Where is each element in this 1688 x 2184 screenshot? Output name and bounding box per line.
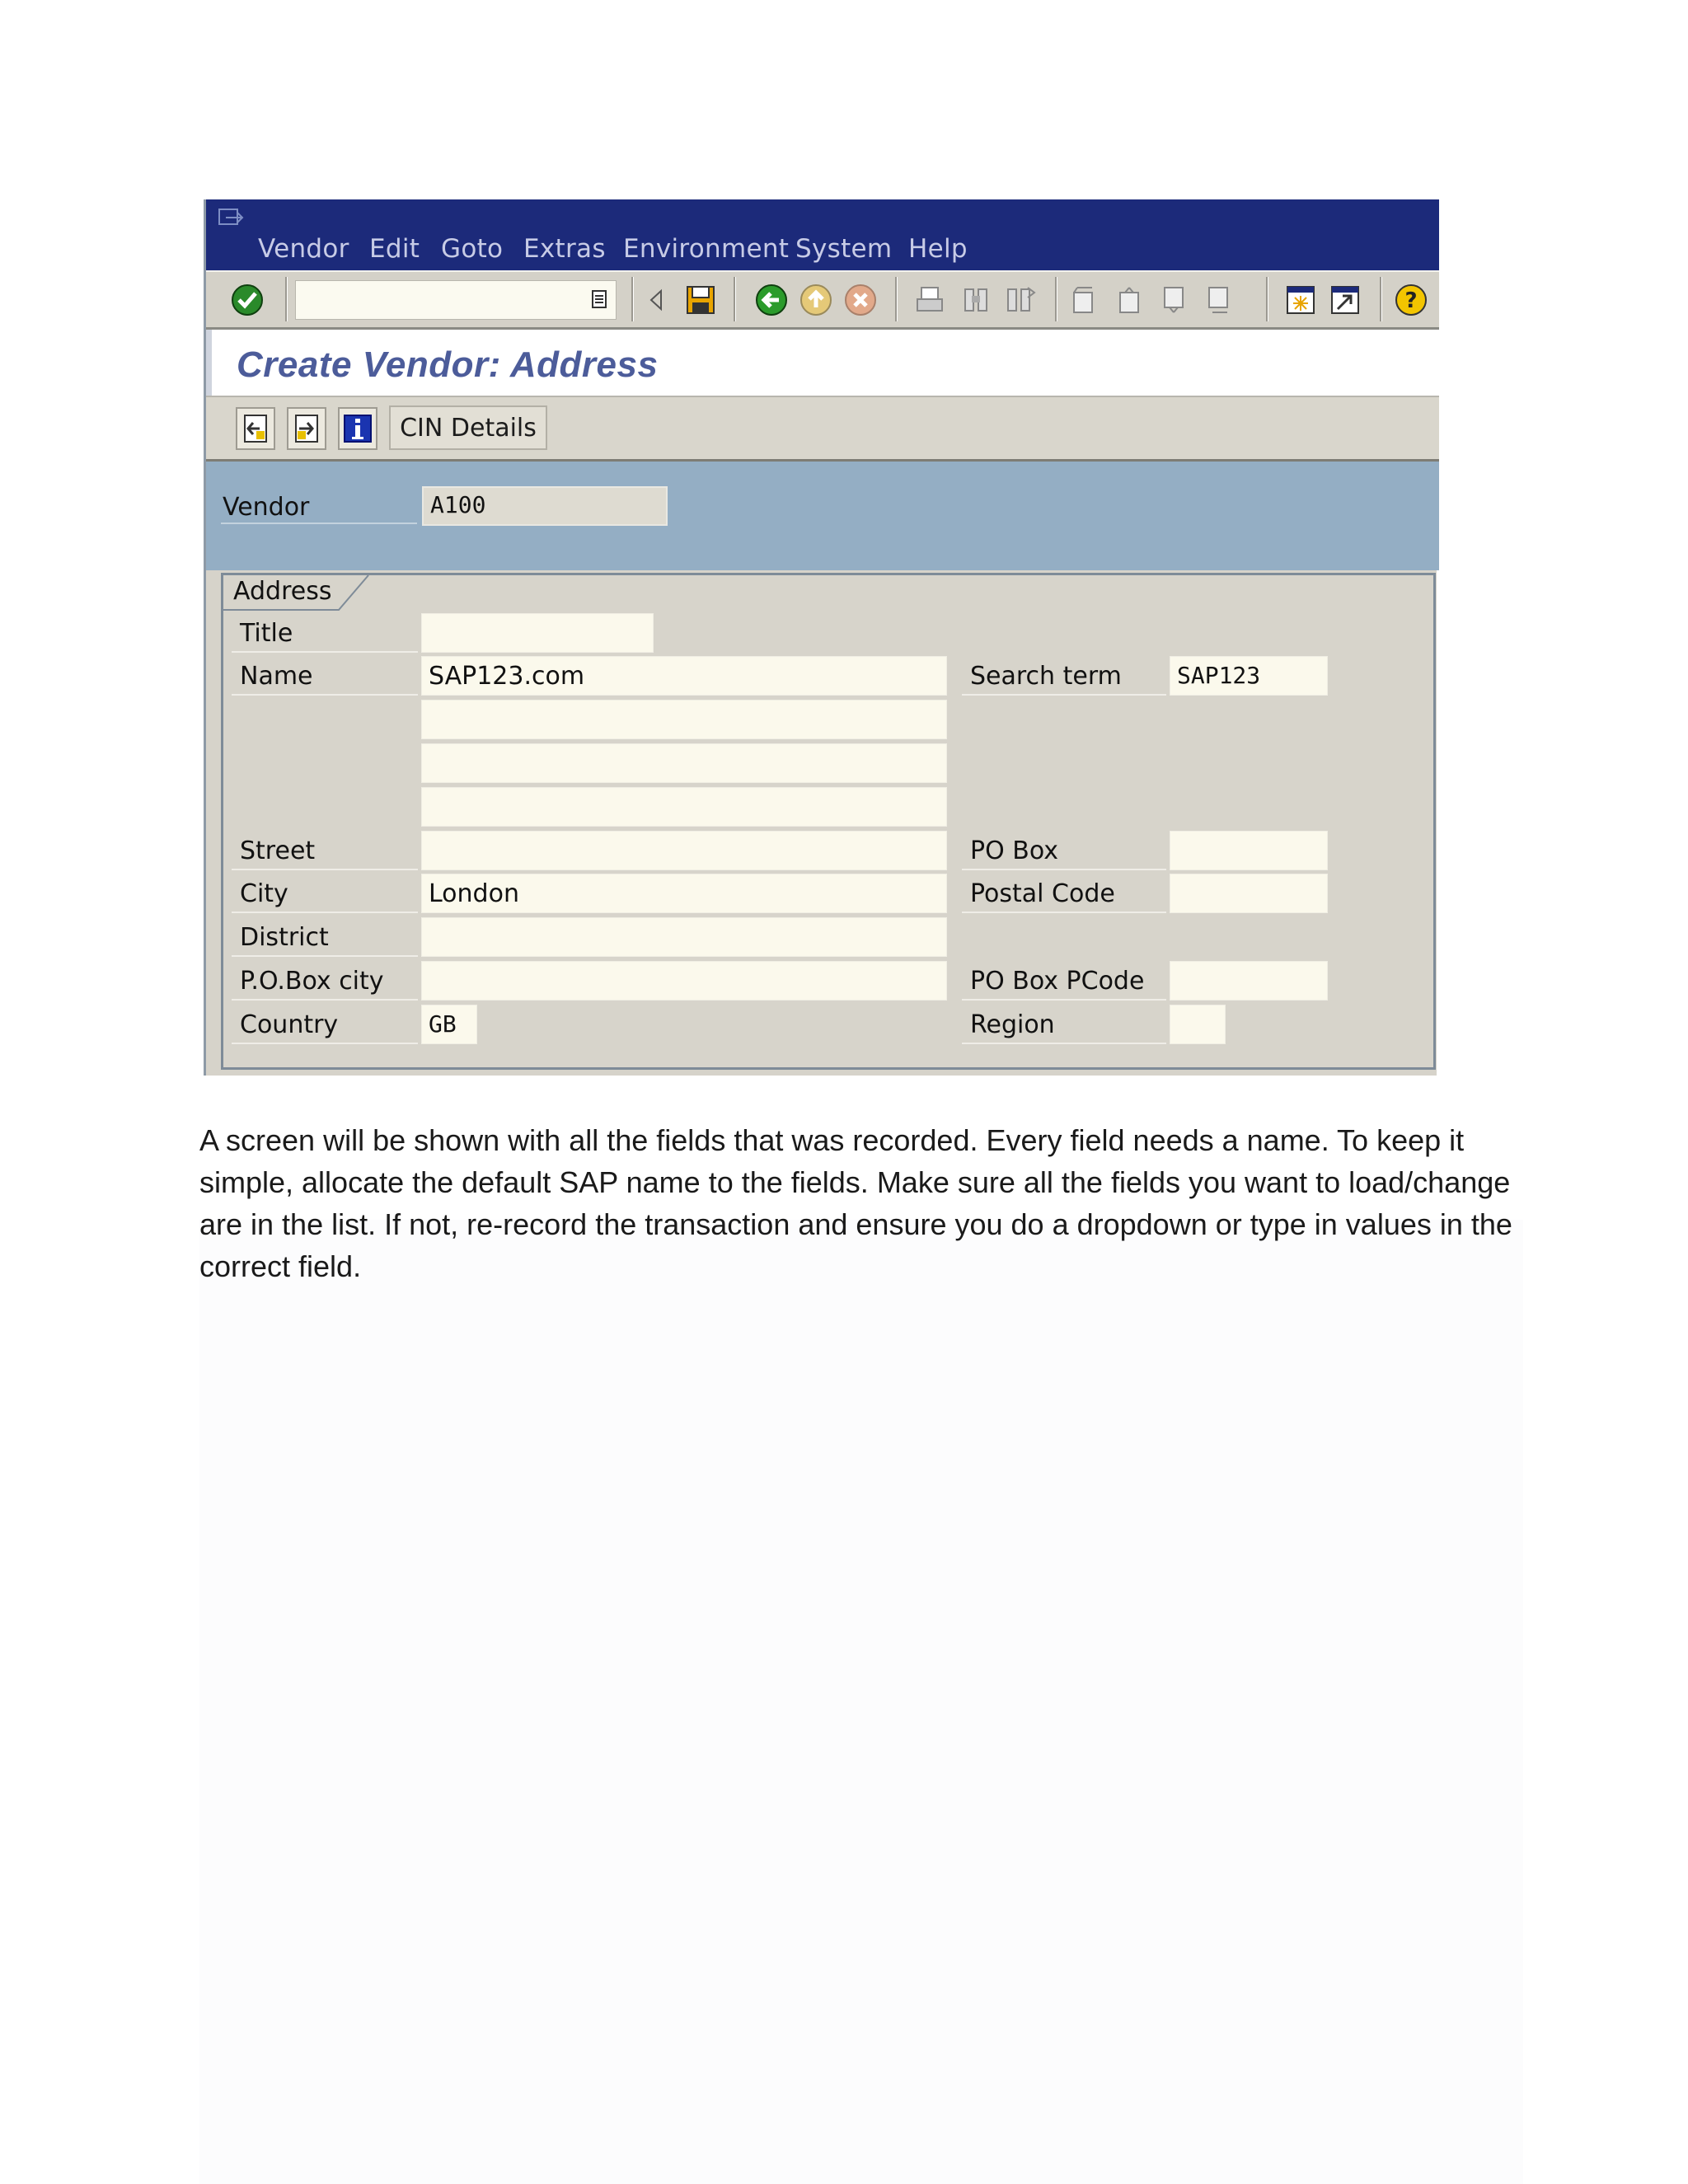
next-page-icon[interactable]	[1156, 282, 1192, 318]
address-group-tab	[223, 575, 347, 610]
previous-page-icon[interactable]	[1111, 282, 1147, 318]
next-screen-icon	[293, 413, 321, 444]
page-title: Create Vendor: Address	[237, 344, 659, 385]
pobox-city-field[interactable]	[421, 961, 947, 1001]
postal-code-label: Postal Code	[970, 879, 1115, 908]
name-label: Name	[240, 662, 313, 691]
standard-toolbar	[206, 270, 1439, 330]
application-toolbar	[206, 396, 1439, 462]
country-label: Country	[240, 1010, 339, 1039]
menu-vendor[interactable]: Vendor	[258, 234, 349, 264]
po-box-pcode-field[interactable]	[1170, 961, 1328, 1001]
name-2-field[interactable]	[421, 700, 947, 739]
command-field[interactable]	[295, 280, 617, 320]
menu-goto[interactable]: Goto	[441, 234, 504, 264]
menu-system[interactable]: System	[795, 234, 893, 264]
po-box-label: PO Box	[970, 837, 1059, 865]
save-icon[interactable]	[682, 282, 719, 318]
enter-check-icon[interactable]	[229, 282, 265, 318]
vendor-label: Vendor	[223, 493, 310, 522]
find-next-icon[interactable]	[1002, 282, 1039, 318]
pobox-city-label: P.O.Box city	[240, 967, 384, 996]
help-icon[interactable]	[1393, 282, 1429, 318]
create-session-icon[interactable]	[1282, 282, 1319, 318]
first-page-icon[interactable]	[1065, 282, 1101, 318]
next-screen-button[interactable]	[287, 407, 326, 450]
create-shortcut-icon[interactable]	[1327, 282, 1363, 318]
collapse-arrow-icon[interactable]	[638, 282, 674, 318]
title-bar	[206, 330, 1439, 396]
exit-icon[interactable]	[798, 282, 834, 318]
back-icon[interactable]	[753, 282, 790, 318]
caption-paragraph: A screen will be shown with all the fields that was recorded. Every field needs a name. To keep it simple, allocate the default SAP name to the fields. Make sure all the fields you want to load/change are in the list. If not, re-record the transaction and ensure you do a dropdown or type in values in the correct field.	[199, 1123, 1512, 1283]
cin-details-button[interactable]: CIN Details	[389, 405, 547, 450]
menu-help[interactable]: Help	[908, 234, 968, 264]
administrative-data-button[interactable]	[338, 407, 377, 450]
previous-screen-icon	[241, 413, 270, 444]
search-term-label: Search term	[970, 662, 1122, 691]
print-icon[interactable]	[912, 282, 948, 318]
previous-screen-button[interactable]	[236, 407, 275, 450]
last-page-icon[interactable]	[1200, 282, 1236, 318]
city-field[interactable]: London	[421, 874, 947, 913]
find-icon[interactable]	[958, 282, 994, 318]
postal-code-field[interactable]	[1170, 874, 1328, 913]
address-group-label: Address	[233, 577, 332, 606]
menu-extras[interactable]: Extras	[523, 234, 606, 264]
menu-environment[interactable]: Environment	[623, 234, 790, 264]
info-icon	[343, 414, 373, 443]
title-field[interactable]	[421, 613, 654, 653]
svg-text:?: ?	[1404, 288, 1418, 313]
po-box-pcode-label: PO Box PCode	[970, 967, 1145, 996]
menu-edit[interactable]: Edit	[369, 234, 420, 264]
city-label: City	[240, 879, 288, 908]
address-group	[221, 573, 1436, 1070]
name-3-field[interactable]	[421, 743, 947, 783]
district-label: District	[240, 923, 329, 952]
name-4-field[interactable]	[421, 787, 947, 827]
street-field[interactable]	[421, 831, 947, 870]
district-field[interactable]	[421, 917, 947, 957]
region-field[interactable]	[1170, 1005, 1226, 1044]
country-field[interactable]: GB	[421, 1005, 477, 1044]
search-term-field[interactable]: SAP123	[1170, 656, 1328, 696]
cancel-icon[interactable]	[842, 282, 879, 318]
command-history-icon[interactable]	[591, 289, 607, 309]
vendor-field: A100	[422, 486, 668, 526]
system-menu-icon[interactable]	[218, 208, 242, 227]
po-box-field[interactable]	[1170, 831, 1328, 870]
command-input[interactable]	[296, 281, 571, 319]
region-label: Region	[970, 1010, 1055, 1039]
page-background	[199, 1220, 1523, 2184]
title-label: Title	[240, 619, 293, 648]
street-label: Street	[240, 837, 316, 865]
name-field[interactable]: SAP123.com	[421, 656, 947, 696]
menu-bar	[206, 199, 1439, 270]
vendor-header	[206, 462, 1439, 570]
sap-window	[204, 199, 1437, 1076]
